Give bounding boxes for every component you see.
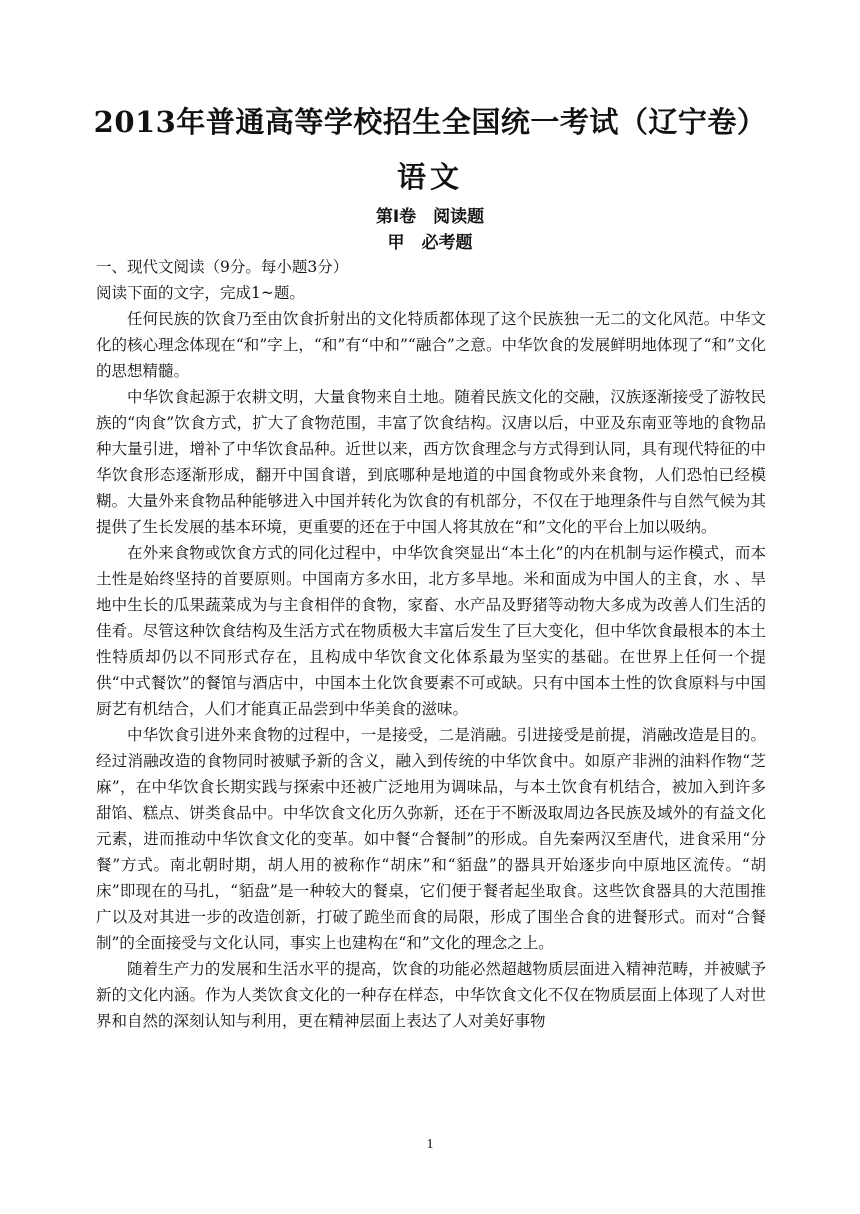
paragraph: 中华饮食引进外来食物的过程中，一是接受，二是消融。引进接受是前提，消融改造是目的。经过消融改造的食物同时被赋予新的含义，融入到传统的中华饮食中。如原产非洲的油料作物“芝麻”，在中华饮食长期实践与探索中还被广泛地用为调味品，与本土饮食有机结合，被加入到许多甜馅、糕点、饼类食品中。中华饮食文化历久弥新，还在于不断汲取周边各民族及域外的有益文化元素，进而推动中华饮食文化的变革。如中餐“合餐制”的形成。自先秦两汉至唐代，进食采用“分餐”方式。南北朝时期，胡人用的被称作“胡床”和“貊盘”的器具开始逐步向中原地区流传。“胡床”即现在的马扎，“貊盘”是一种较大的餐桌，它们便于餐者起坐取食。这些饮食器具的大范围推广以及对其进一步的改造创新，打破了跪坐而食的局限，形成了围坐合食的进餐形式。而对“合餐制”的全面接受与文化认同，事实上也建构在“和”文化的理念之上。 [96, 726, 766, 952]
paragraph: 任何民族的饮食乃至由饮食折射出的文化特质都体现了这个民族独一无二的文化风范。中华文化的核心理念体现在“和”字上，“和”有“中和”“融合”之意。中华饮食的发展鲜明地体现了“和”文化的思想精髓。 [96, 310, 766, 380]
subject-title: 语文 [396, 160, 463, 194]
paragraph: 随着生产力的发展和生活水平的提高，饮食的功能必然超越物质层面进入精神范畴，并被赋予新的文化内涵。作为人类饮食文化的一种存在样态，中华饮食文化不仅在物质层面上体现了人对世界和自然的深刻认知与利用，更在精神层面上表达了人对美好事物 [96, 960, 766, 1030]
page-number: 1 [426, 1137, 434, 1152]
section-heading: 甲 必考题 [387, 233, 473, 253]
question-heading: 一、现代文阅读（9分。每小题3分） [96, 258, 349, 276]
reading-body [96, 254, 766, 1034]
volume-heading: 第Ⅰ卷 阅读题 [375, 207, 485, 227]
paragraph: 在外来食物或饮食方式的同化过程中，中华饮食突显出“本土化”的内在机制与运作模式，而本土性是始终坚持的首要原则。中国南方多水田，北方多旱地。米和面成为中国人的主食，水 、旱地中生长的瓜果蔬菜成为与主食相伴的食物，家畜、水产品及野猪等动物大多成为改善人们生活的佳肴。尽管这种饮食结构及生活方式在物质极大丰富后发生了巨大变化，但中华饮食最根本的本土性特质却仍以不同形式存在，且构成中华饮食文化体系最为坚实的基础。在世界上任何一个提供“中式餐饮”的餐馆与酒店中，中国本土化饮食要素不可或缺。只有中国本土性的饮食原料与中国厨艺有机结合，人们才能真正品尝到中华美食的滋味。 [96, 544, 766, 718]
paragraph: 中华饮食起源于农耕文明，大量食物来自土地。随着民族文化的交融，汉族逐渐接受了游牧民族的“肉食”饮食方式，扩大了食物范围，丰富了饮食结构。汉唐以后，中亚及东南亚等地的食物品种大量引进，增补了中华饮食品种。近世以来，西方饮食理念与方式得到认同，具有现代特征的中华饮食形态逐渐形成，翻开中国食谱，到底哪种是地道的中国食物或外来食物，人们恐怕已经模糊。大量外来食物品种能够进入中国并转化为饮食的有机部分，不仅在于地理条件与自然气候为其提供了生长发展的基本环境，更重要的还在于中国人将其放在“和”文化的平台上加以吸纳。 [96, 388, 766, 536]
exam-title: 2013年普通高等学校招生全国统一考试（辽宁卷） [93, 105, 767, 139]
question-instruction: 阅读下面的文字，完成1~题。 [96, 284, 305, 302]
